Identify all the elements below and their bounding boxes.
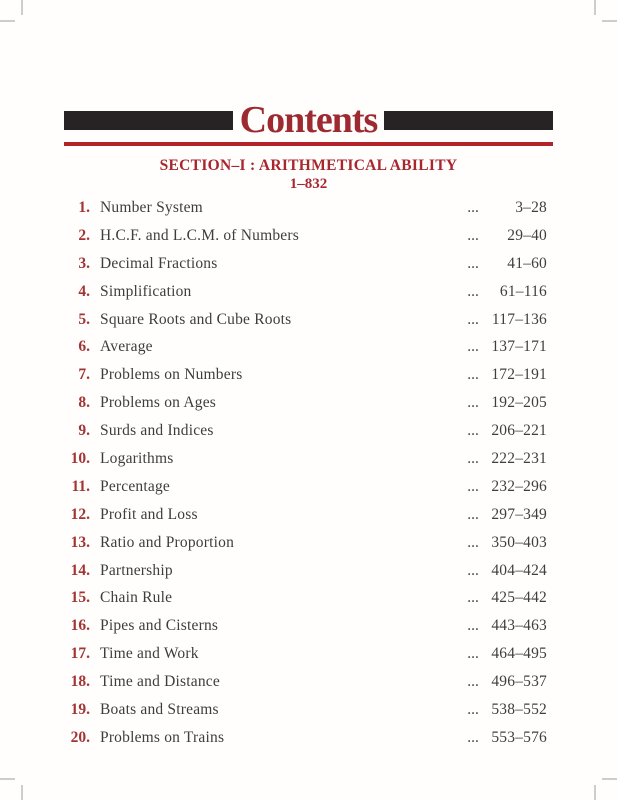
section-page-range: 1–832 xyxy=(289,176,328,192)
toc-entry xyxy=(64,506,547,534)
entry-number: 5. xyxy=(78,310,90,328)
entry-number: 20. xyxy=(70,728,90,746)
toc-entry xyxy=(64,729,547,757)
entry-title: Surds and Indices xyxy=(100,422,214,440)
entry-page-range: 172–191 xyxy=(491,366,547,384)
entry-title: Ratio and Proportion xyxy=(100,533,235,551)
leader-dots: ... xyxy=(467,450,479,468)
toc-entry xyxy=(64,227,547,255)
entry-page-range: 232–296 xyxy=(491,477,547,495)
entry-page-range: 464–495 xyxy=(491,645,547,663)
entry-title: Boats and Streams xyxy=(100,701,219,719)
leader-dots: ... xyxy=(467,422,479,440)
leader-dots: ... xyxy=(467,701,479,719)
entry-title: Time and Distance xyxy=(100,673,220,691)
entry-page-range: 443–463 xyxy=(491,617,547,635)
entry-page-range: 222–231 xyxy=(491,450,547,468)
entry-page-range: 61–116 xyxy=(499,282,547,300)
leader-dots: ... xyxy=(467,477,479,495)
crop-mark-top-right-vertical xyxy=(594,0,596,15)
contents-header xyxy=(64,100,553,140)
entry-page-range: 206–221 xyxy=(491,422,547,440)
toc-entry xyxy=(64,450,547,478)
toc-entry xyxy=(64,366,547,394)
toc-entry xyxy=(64,645,547,673)
entry-number: 19. xyxy=(70,701,90,719)
entry-number: 9. xyxy=(78,422,90,440)
leader-dots: ... xyxy=(467,561,479,579)
entry-title: Problems on Numbers xyxy=(100,366,243,384)
toc-entry xyxy=(64,338,547,366)
red-rule xyxy=(64,142,553,146)
entry-page-range: 3–28 xyxy=(515,199,547,216)
toc-entry xyxy=(64,422,547,450)
entry-page-range: 404–424 xyxy=(491,561,547,579)
toc-entry xyxy=(64,534,547,562)
entry-page-range: 41–60 xyxy=(507,254,547,272)
entry-page-range: 137–171 xyxy=(491,338,547,356)
leader-dots: ... xyxy=(467,394,479,412)
entry-number: 12. xyxy=(70,505,90,523)
entry-number: 13. xyxy=(70,533,90,551)
entry-title: Partnership xyxy=(100,561,173,579)
leader-dots: ... xyxy=(467,310,479,328)
leader-dots: ... xyxy=(467,199,479,216)
entry-page-range: 553–576 xyxy=(491,728,547,746)
entry-number: 14. xyxy=(70,561,90,579)
leader-dots: ... xyxy=(467,366,479,384)
toc-entry xyxy=(64,617,547,645)
entry-number: 3. xyxy=(78,254,90,272)
entry-number: 11. xyxy=(71,477,90,495)
entry-title: Simplification xyxy=(100,282,192,300)
entry-title: Logarithms xyxy=(100,450,174,468)
toc-entry xyxy=(64,394,547,422)
entry-title: Problems on Ages xyxy=(100,394,217,412)
entry-number: 17. xyxy=(70,645,90,663)
toc-entry xyxy=(64,255,547,283)
toc-entry xyxy=(64,673,547,701)
entry-number: 7. xyxy=(78,366,90,384)
toc-entry xyxy=(64,701,547,729)
leader-dots: ... xyxy=(467,533,479,551)
leader-dots: ... xyxy=(467,505,479,523)
crop-mark-bottom-right-horizontal xyxy=(602,778,617,780)
crop-mark-bottom-left-horizontal xyxy=(0,778,15,780)
crop-mark-bottom-right-vertical xyxy=(594,785,596,800)
crop-mark-top-left-vertical xyxy=(21,0,23,15)
entry-title: Problems on Trains xyxy=(100,728,225,746)
entry-number: 2. xyxy=(78,226,90,244)
entry-number: 8. xyxy=(78,394,90,412)
entry-title: Pipes and Cisterns xyxy=(100,617,219,635)
title-bar-right xyxy=(384,111,553,130)
crop-mark-bottom-left-vertical xyxy=(21,785,23,800)
entry-number: 4. xyxy=(78,282,90,300)
section-heading: SECTION–I : ARITHMETICAL ABILITY xyxy=(159,157,458,174)
entry-page-range: 117–136 xyxy=(491,310,547,328)
entry-title: Percentage xyxy=(100,477,170,495)
entry-title: Chain Rule xyxy=(100,589,173,607)
entry-page-range: 29–40 xyxy=(507,226,547,244)
entry-number: 1. xyxy=(78,199,90,216)
crop-mark-top-right-horizontal xyxy=(602,20,617,22)
toc-entry xyxy=(64,589,547,617)
entry-title: Time and Work xyxy=(100,645,199,663)
entry-title: Number System xyxy=(100,199,203,216)
entry-number: 18. xyxy=(70,673,90,691)
toc-entry xyxy=(64,562,547,590)
entry-title: H.C.F. and L.C.M. of Numbers xyxy=(100,226,299,244)
leader-dots: ... xyxy=(467,617,479,635)
leader-dots: ... xyxy=(467,673,479,691)
entry-number: 15. xyxy=(70,589,90,607)
entry-number: 10. xyxy=(70,450,90,468)
leader-dots: ... xyxy=(467,282,479,300)
entry-title: Profit and Loss xyxy=(100,505,198,523)
toc-entry xyxy=(64,199,547,227)
toc-entry xyxy=(64,478,547,506)
leader-dots: ... xyxy=(467,254,479,272)
entry-title: Square Roots and Cube Roots xyxy=(100,310,292,328)
leader-dots: ... xyxy=(467,728,479,746)
entry-page-range: 538–552 xyxy=(491,701,547,719)
toc-entry xyxy=(64,311,547,339)
toc-entry xyxy=(64,283,547,311)
entry-page-range: 297–349 xyxy=(491,505,547,523)
entry-title: Average xyxy=(100,338,153,356)
entry-number: 6. xyxy=(78,338,90,356)
page-title: Contents xyxy=(239,99,378,141)
leader-dots: ... xyxy=(467,226,479,244)
crop-mark-top-left-horizontal xyxy=(0,20,15,22)
leader-dots: ... xyxy=(467,338,479,356)
title-bar-left xyxy=(64,111,233,130)
entry-page-range: 496–537 xyxy=(491,673,547,691)
leader-dots: ... xyxy=(467,589,479,607)
entry-number: 16. xyxy=(70,617,90,635)
entry-page-range: 425–442 xyxy=(491,589,547,607)
entry-page-range: 350–403 xyxy=(491,533,547,551)
entry-page-range: 192–205 xyxy=(491,394,547,412)
entry-title: Decimal Fractions xyxy=(100,254,218,272)
leader-dots: ... xyxy=(467,645,479,663)
toc-list xyxy=(64,199,547,757)
